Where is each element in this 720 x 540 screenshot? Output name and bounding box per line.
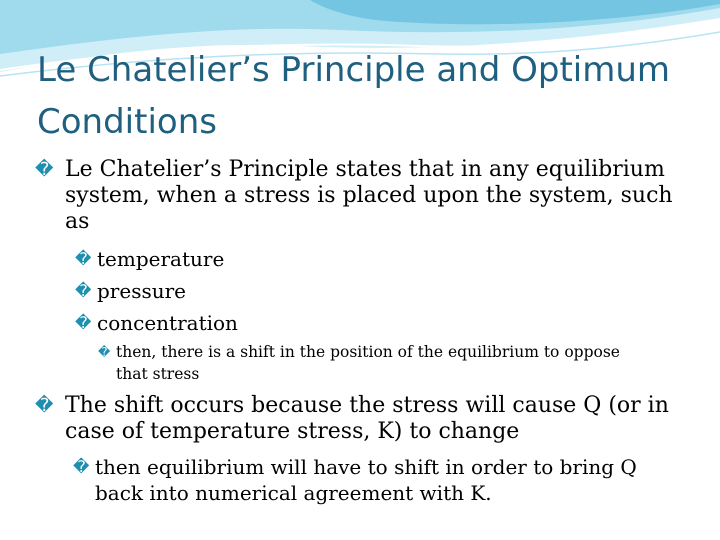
slide-title: Le Chatelier’s Principle and Optimum Conditions [37, 50, 671, 142]
sub-bullet-text: then equilibrium will have to shift in order to bring Q back into numerical agreement with K. [95, 455, 637, 505]
sub-sub-bullet-item [98, 341, 646, 385]
bullet-glyph-icon: � [75, 281, 92, 300]
bullet-glyph-icon: � [75, 313, 92, 332]
bullet-text: Le Chatelier’s Principle states that in any equilibrium system, when a stress is placed upon the system, such as [65, 157, 673, 234]
sub-bullet-text: pressure [97, 279, 187, 303]
bullet-glyph-icon: � [35, 159, 54, 180]
bullet-item [35, 393, 685, 445]
bullet-glyph-icon: � [73, 457, 90, 476]
bullet-glyph-icon: � [98, 345, 111, 359]
sub-bullet-item [75, 246, 657, 272]
bullet-item [35, 157, 685, 235]
bullet-glyph-icon: � [35, 395, 54, 416]
sub-bullet-item [75, 310, 657, 336]
sub-bullet-text: temperature [97, 247, 225, 271]
sub-sub-bullet-text: then, there is a shift in the position of the equilibrium to oppose that stress [116, 343, 620, 383]
bullet-glyph-icon: � [75, 249, 92, 268]
bullet-text: The shift occurs because the stress will cause Q (or in case of temperature stress, K) to change [65, 393, 669, 444]
sub-bullet-item [73, 454, 675, 506]
sub-bullet-item [75, 278, 657, 304]
sub-bullet-text: concentration [97, 311, 238, 335]
